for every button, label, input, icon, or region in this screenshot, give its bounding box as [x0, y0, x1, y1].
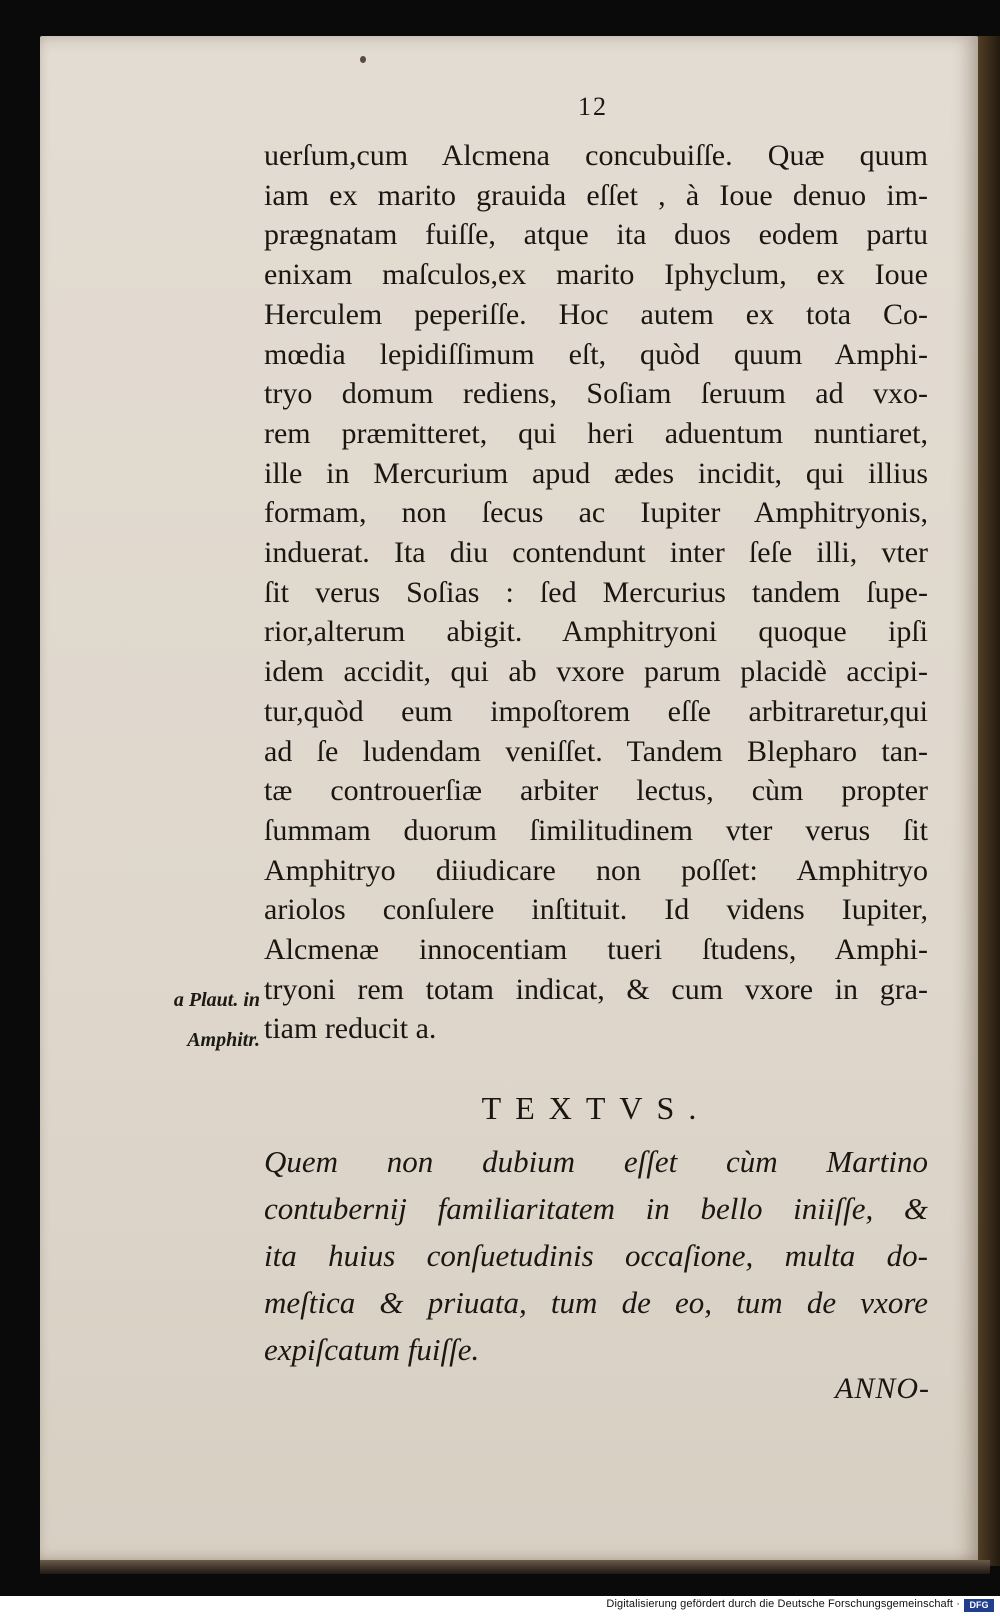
- dfg-logo[interactable]: DFG: [964, 1599, 994, 1612]
- body-line: tæ controuerſiæ arbiter lectus, cùm propter: [264, 774, 928, 808]
- body-line: uerſum,cum Alcmena concubuiſſe. Quæ quum: [264, 139, 928, 172]
- body-line: tryoni rem totam indicat, & cum vxore in gra-: [264, 972, 928, 1006]
- footer-credit: Digitalisierung gefördert durch die Deutsche Forschungsgemeinschaft ·: [606, 1598, 960, 1610]
- body-line: rior,alterum abigit. Amphitryoni quoque ipſi: [264, 615, 928, 649]
- page-bottom-edge: [40, 1560, 990, 1574]
- body-line: tryo domum rediens, Soſiam ſeruum ad vxo-: [264, 377, 928, 411]
- marginal-note-line: a Plaut. in: [173, 989, 260, 1011]
- body-line: Herculem peperiſſe. Hoc autem ex tota Co-: [264, 297, 928, 331]
- body-text: [264, 136, 928, 1049]
- catchword: ANNO-: [835, 1372, 930, 1405]
- body-line: ad ſe ludendam veniſſet. Tandem Blepharo tan-: [264, 734, 928, 768]
- body-line: Amphitryo diiudicare non poſſet: Amphitryo: [264, 853, 928, 887]
- body-line: tur,quòd eum impoſtorem eſſe arbitraretur,qui: [264, 694, 928, 728]
- body-line: ſit verus Soſias : ſed Mercurius tandem ſupe-: [264, 575, 928, 609]
- section-heading: TEXTVS.: [481, 1090, 711, 1126]
- body-line: prægnatam fuiſſe, atque ita duos eodem partu: [264, 218, 928, 252]
- body-line: mœdia lepidiſſimum eſt, quòd quum Amphi-: [264, 337, 928, 371]
- body-line: enixam maſculos,ex marito Iphyclum, ex Ioue: [264, 258, 928, 292]
- quote-line: contubernij familiaritatem in bello iniiſſe, &: [264, 1191, 928, 1226]
- body-line: rem præmitteret, qui heri aduentum nuntiaret,: [264, 416, 928, 450]
- body-line: induerat. Ita diu contendunt inter ſeſe illi, vter: [264, 536, 928, 570]
- quote-line: expiſcatum fuiſſe.: [264, 1332, 480, 1367]
- quote-line: Quem non dubium eſſet cùm Martino: [264, 1144, 928, 1179]
- body-line: ariolos conſulere inſtituit. Id videns Iupiter,: [264, 893, 928, 927]
- quote-text: [264, 1138, 928, 1373]
- ink-spot: [360, 56, 366, 63]
- body-line: tiam reducit a.: [264, 1012, 437, 1046]
- marginal-note: [112, 980, 260, 1060]
- body-line: idem accidit, qui ab vxore parum placidè accipi-: [264, 655, 928, 689]
- body-line: Alcmenæ innocentiam tueri ſtudens, Amphi-: [264, 933, 928, 967]
- body-line: formam, non ſecus ac Iupiter Amphitryonis,: [264, 496, 928, 530]
- page-number: 12: [578, 92, 608, 121]
- marginal-note-line: Amphitr.: [187, 1029, 260, 1051]
- footer-bar: [0, 1596, 1000, 1616]
- body-line: ſummam duorum ſimilitudinem vter verus ſit: [264, 813, 928, 847]
- quote-line: ita huius conſuetudinis occaſione, multa do-: [264, 1238, 928, 1273]
- body-line: iam ex marito grauida eſſet , à Ioue denuo im-: [264, 178, 928, 212]
- quote-line: meſtica & priuata, tum de eo, tum de vxore: [264, 1285, 928, 1320]
- body-line: ille in Mercurium apud ædes incidit, qui illius: [264, 456, 928, 490]
